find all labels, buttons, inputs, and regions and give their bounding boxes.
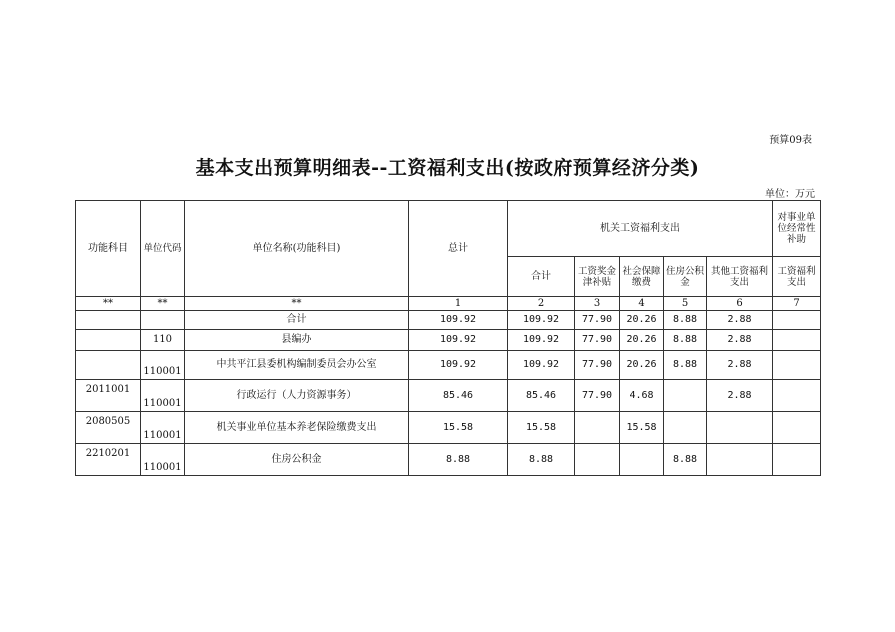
- index-cell: **: [141, 297, 185, 311]
- cell-sum: 109.92: [508, 311, 575, 330]
- header-housing: 住房公积金: [664, 257, 707, 297]
- cell-housing: 8.88: [664, 311, 707, 330]
- header-unit-name: 单位名称(功能科目): [185, 201, 409, 297]
- cell-other: 2.88: [707, 311, 773, 330]
- form-number: 预算09表: [769, 135, 812, 146]
- cell-other: [707, 444, 773, 476]
- cell-sum: 85.46: [508, 380, 575, 412]
- header-func-subject: 功能科目: [76, 201, 141, 297]
- cell-wage: [575, 412, 620, 444]
- cell-housing: 8.88: [664, 351, 707, 380]
- index-cell: 2: [508, 297, 575, 311]
- header-sum: 合计: [508, 257, 575, 297]
- header-subsidy-wage: 工资福利支出: [773, 257, 821, 297]
- cell-social: 20.26: [620, 311, 664, 330]
- cell-sum: 8.88: [508, 444, 575, 476]
- index-cell: **: [76, 297, 141, 311]
- table-row: [76, 380, 821, 412]
- unit-label: 单位：万元: [765, 189, 815, 200]
- index-row: [76, 297, 821, 311]
- cell-func: 2210201: [76, 444, 141, 476]
- cell-wage: 77.90: [575, 330, 620, 351]
- header-wage: 工资奖金津补贴: [575, 257, 620, 297]
- cell-social: [620, 444, 664, 476]
- cell-housing: [664, 380, 707, 412]
- index-cell: 3: [575, 297, 620, 311]
- header-group-subsidy: 对事业单位经常性补助: [773, 201, 821, 257]
- header-social: 社会保障缴费: [620, 257, 664, 297]
- cell-sum: 109.92: [508, 351, 575, 380]
- cell-code: 110001: [141, 351, 185, 380]
- cell-func: 2080505: [76, 412, 141, 444]
- index-cell: 1: [409, 297, 508, 311]
- cell-name: 中共平江县委机构编制委员会办公室: [185, 351, 409, 380]
- header-group-agency: 机关工资福利支出: [508, 201, 773, 257]
- cell-other: 2.88: [707, 380, 773, 412]
- cell-wage: 77.90: [575, 380, 620, 412]
- cell-housing: 8.88: [664, 330, 707, 351]
- cell-subsidy: [773, 380, 821, 412]
- table-row: [76, 351, 821, 380]
- index-cell: 4: [620, 297, 664, 311]
- cell-code: 110001: [141, 380, 185, 412]
- index-cell: 6: [707, 297, 773, 311]
- page-title: 基本支出预算明细表--工资福利支出(按政府预算经济分类): [195, 157, 700, 179]
- cell-social: 20.26: [620, 330, 664, 351]
- cell-total: 109.92: [409, 311, 508, 330]
- header-row-1: [76, 201, 821, 257]
- cell-sum: 109.92: [508, 330, 575, 351]
- cell-name: 住房公积金: [185, 444, 409, 476]
- cell-func: [76, 351, 141, 380]
- cell-other: 2.88: [707, 330, 773, 351]
- cell-other: 2.88: [707, 351, 773, 380]
- cell-code: [141, 311, 185, 330]
- table-row: [76, 330, 821, 351]
- index-cell: 7: [773, 297, 821, 311]
- cell-housing: [664, 412, 707, 444]
- cell-func: [76, 330, 141, 351]
- cell-social: 15.58: [620, 412, 664, 444]
- cell-other: [707, 412, 773, 444]
- cell-housing: 8.88: [664, 444, 707, 476]
- index-cell: 5: [664, 297, 707, 311]
- table-row: [76, 412, 821, 444]
- header-other: 其他工资福利支出: [707, 257, 773, 297]
- cell-total: 15.58: [409, 412, 508, 444]
- budget-table: [75, 200, 821, 476]
- header-total: 总计: [409, 201, 508, 297]
- cell-wage: [575, 444, 620, 476]
- table-row: [76, 444, 821, 476]
- cell-name: 县编办: [185, 330, 409, 351]
- cell-wage: 77.90: [575, 351, 620, 380]
- cell-subsidy: [773, 351, 821, 380]
- index-cell: **: [185, 297, 409, 311]
- cell-total: 109.92: [409, 330, 508, 351]
- cell-func: 2011001: [76, 380, 141, 412]
- cell-code: 110001: [141, 412, 185, 444]
- cell-wage: 77.90: [575, 311, 620, 330]
- cell-name: 机关事业单位基本养老保险缴费支出: [185, 412, 409, 444]
- cell-func: [76, 311, 141, 330]
- cell-total: 109.92: [409, 351, 508, 380]
- cell-sum: 15.58: [508, 412, 575, 444]
- cell-code: 110001: [141, 444, 185, 476]
- cell-subsidy: [773, 444, 821, 476]
- cell-total: 8.88: [409, 444, 508, 476]
- cell-subsidy: [773, 330, 821, 351]
- table-row: [76, 311, 821, 330]
- cell-name: 行政运行（人力资源事务）: [185, 380, 409, 412]
- cell-subsidy: [773, 311, 821, 330]
- header-unit-code: 单位代码: [141, 201, 185, 297]
- cell-code: 110: [141, 330, 185, 351]
- cell-total: 85.46: [409, 380, 508, 412]
- cell-subsidy: [773, 412, 821, 444]
- cell-social: 20.26: [620, 351, 664, 380]
- cell-social: 4.68: [620, 380, 664, 412]
- cell-name: 合计: [185, 311, 409, 330]
